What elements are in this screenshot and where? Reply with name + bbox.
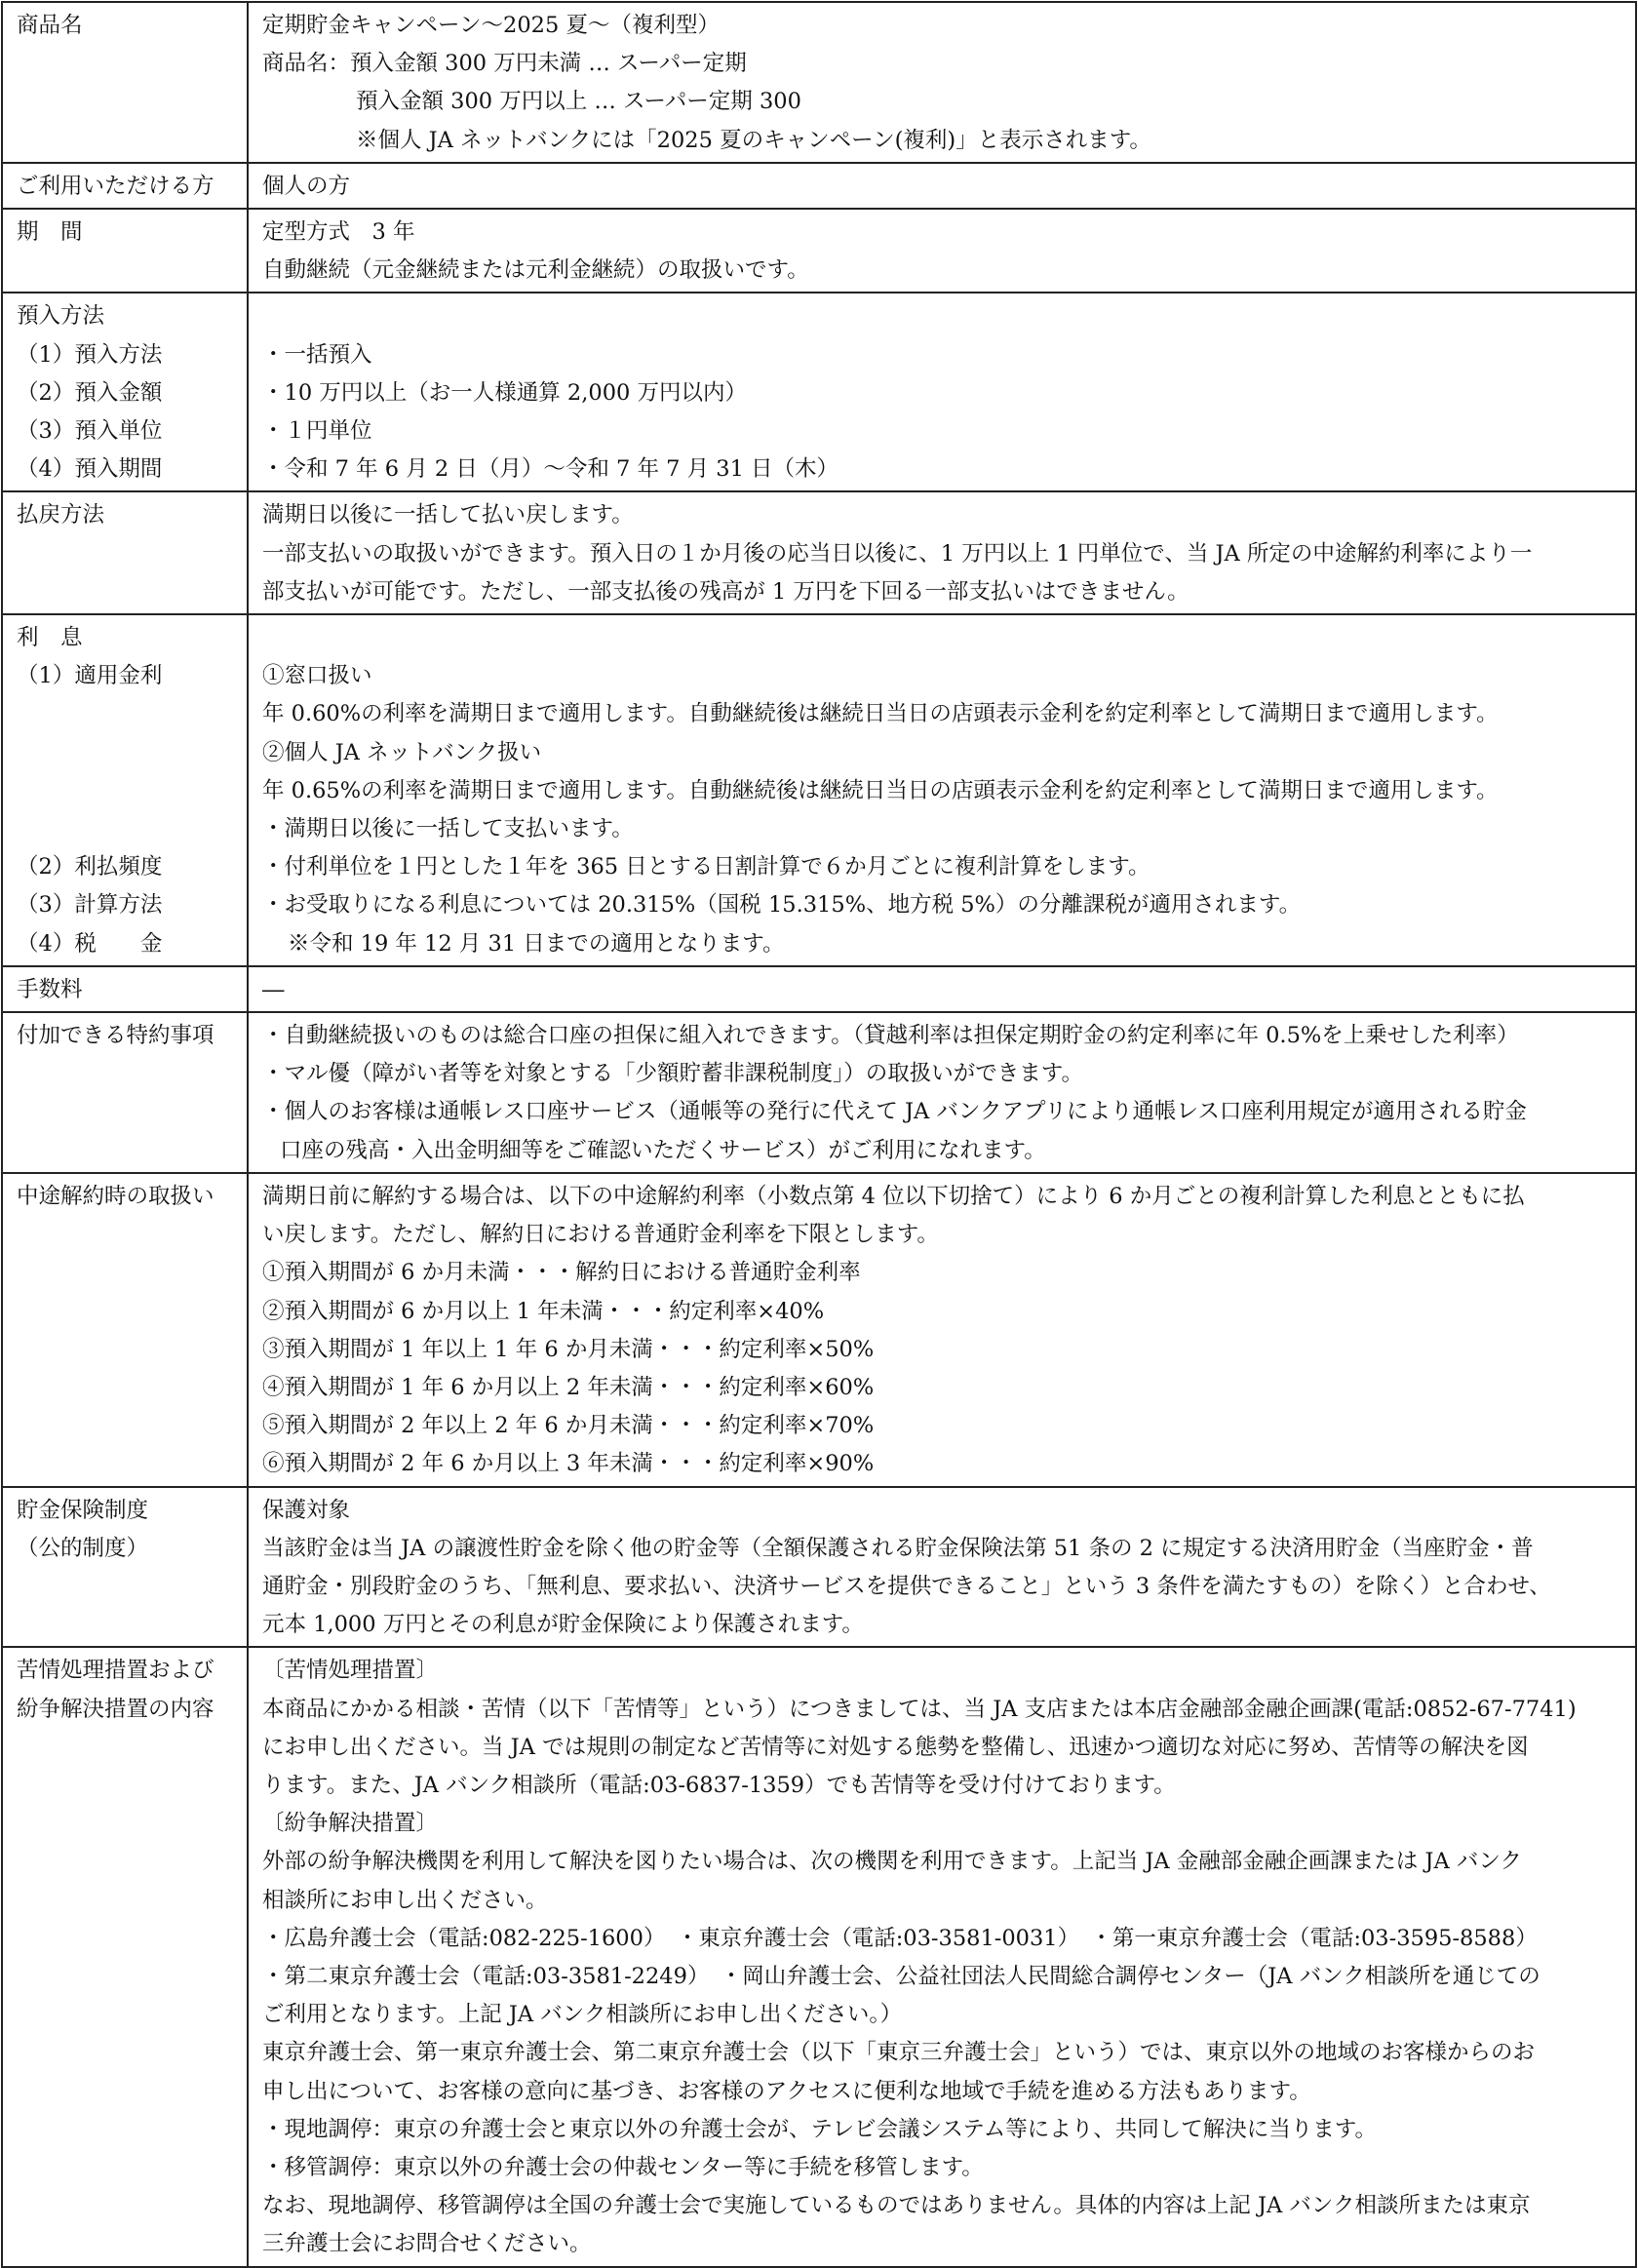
row-content — [248, 293, 1636, 491]
content-line: ・付利単位を１円とした１年を 365 日とする日割計算で６か月ごとに複利計算をします。 — [262, 854, 1150, 880]
content-line: にお申し出ください。当 JA では規則の制定など苦情等に対処する態勢を整備し、迅速かつ適切な対応に努め、苦情等の解決を図 — [262, 1734, 1529, 1760]
content-line: 預入金額 300 万円以上 … スーパー定期 300 — [356, 89, 801, 115]
content-line: 申し出について、お客様の意向に基づき、お客様のアクセスに便利な地域で手続を進める方法もあります。 — [262, 2078, 1311, 2104]
row-content — [248, 163, 1636, 209]
content-line: ご利用となります。上記 JA バンク相談所にお申し出ください。） — [262, 2002, 903, 2028]
content-line: 〔苦情処理措置〕 — [262, 1658, 439, 1684]
row-withdrawal — [2, 491, 1636, 614]
row-content — [248, 1487, 1636, 1648]
label-line: 苦情処理措置および — [17, 1658, 214, 1684]
content-line: 定型方式 3 年 — [262, 219, 415, 246]
row-label — [2, 1012, 248, 1173]
content-line: ・現地調停：東京の弁護士会と東京以外の弁護士会が、テレビ会議システム等により、共同して解決に当ります。 — [262, 2116, 1378, 2142]
row-special-clauses — [2, 1012, 1636, 1173]
content-line: ①預入期間が 6 か月未満・・・解約日における普通貯金利率 — [262, 1260, 861, 1286]
content-line: ・一括預入 — [262, 341, 372, 368]
row-label — [2, 293, 248, 491]
content-line: ・マル優（障がい者等を対象とする「少額貯蓄非課税制度」）の取扱いができます。 — [262, 1061, 1083, 1087]
content-line: 保護対象 — [262, 1497, 351, 1523]
content-line: 商品名：預入金額 300 万円未満 … スーパー定期 — [262, 51, 747, 77]
row-label — [2, 1647, 248, 2266]
content-line: 満期日前に解約する場合は、以下の中途解約利率（小数点第 4 位以下切捨て）により 6 か月ごとの複利計算した利息とともに払 — [262, 1183, 1525, 1209]
label-line: 付加できる特約事項 — [17, 1023, 214, 1049]
label-line — [17, 772, 233, 810]
content-line: い戻します。ただし、解約日における普通貯金利率を下限とします。 — [262, 1222, 939, 1248]
label-line: （公的制度） — [17, 1535, 149, 1561]
row-deposit-insurance — [2, 1487, 1636, 1648]
row-label — [2, 966, 248, 1012]
content-line: 満期日以後に一括して払い戻します。 — [262, 502, 634, 528]
content-line: ・お受取りになる利息については 20.315%（国税 15.315%、地方税 5%）の分離課税が適用されます。 — [262, 892, 1302, 919]
content-line: 定期貯金キャンペーン～2025 夏～（複利型） — [262, 13, 720, 38]
content-line: 年 0.60%の利率を満期日まで適用します。自動継続後は継続日当日の店頭表示金利を約定利率として満期日まで適用します。 — [262, 701, 1499, 727]
row-label — [2, 2, 248, 163]
label-line: （1）適用金利 — [17, 663, 163, 689]
content-line: 外部の紛争解決機関を利用して解決を図りたい場合は、次の機関を利用できます。上記当 JA 金融部金融企画課または JA バンク — [262, 1849, 1522, 1875]
content-line: 個人の方 — [262, 173, 351, 199]
content-line: ※個人 JA ネットバンクには「2025 夏のキャンペーン(複利)」と表示されます。 — [356, 127, 1151, 153]
product-terms-table — [1, 1, 1637, 2268]
label-line — [17, 734, 233, 772]
row-label — [2, 209, 248, 293]
content-line: 口座の残高・入出金明細等をご確認いただくサービス）がご利用になれます。 — [280, 1137, 1046, 1163]
row-product-name — [2, 2, 1636, 163]
row-complaints-disputes — [2, 1647, 1636, 2266]
content-line: ・広島弁護士会（電話:082-225-1600） ・東京弁護士会（電話:03-3581-0031） ・第一東京弁護士会（電話:03-3595-8588） — [262, 1925, 1538, 1951]
label-line: （4）税 金 — [17, 930, 163, 957]
row-early-cancellation — [2, 1173, 1636, 1487]
label-line: 預入方法 — [17, 303, 105, 330]
row-content — [248, 1012, 1636, 1173]
content-line: ・令和 7 年 6 月 2 日（月）～令和 7 年 7 月 31 日（木） — [262, 456, 839, 483]
label-line: （2）預入金額 — [17, 379, 163, 406]
content-line: 部支払いが可能です。ただし、一部支払後の残高が 1 万円を下回る一部支払いはできません。 — [262, 578, 1190, 605]
label-line: （3）預入単位 — [17, 418, 163, 445]
content-line: 当該貯金は当 JA の譲渡性貯金を除く他の貯金等（全額保護される貯金保険法第 51 条の 2 に規定する決済用貯金（当座貯金・普 — [262, 1535, 1534, 1561]
content-line: なお、現地調停、移管調停は全国の弁護士会で実施しているものではありません。具体的内容は上記 JA バンク相談所または東京 — [262, 2193, 1531, 2219]
label-line: 中途解約時の取扱い — [17, 1183, 214, 1209]
content-line: ・個人のお客様は通帳レス口座サービス（通帳等の発行に代えて JA バンクアプリにより通帳レス口座利用規定が適用される貯金 — [262, 1099, 1527, 1125]
content-line: ・１円単位 — [262, 418, 372, 445]
label-line: （1）預入方法 — [17, 341, 163, 368]
row-fees — [2, 966, 1636, 1012]
row-content — [248, 614, 1636, 966]
terms-body — [2, 2, 1636, 2267]
row-label — [2, 1173, 248, 1487]
content-line: ― — [262, 976, 285, 1002]
row-label — [2, 491, 248, 614]
content-line: ・10 万円以上（お一人様通算 2,000 万円以内） — [262, 379, 748, 406]
row-interest — [2, 614, 1636, 966]
content-line: 三弁護士会にお問合せください。 — [262, 2231, 592, 2257]
row-content — [248, 1647, 1636, 2266]
label-line: 期 間 — [17, 219, 83, 246]
label-line: 利 息 — [17, 625, 83, 651]
content-line: ⑥預入期間が 2 年 6 か月以上 3 年未満・・・約定利率×90% — [262, 1451, 875, 1477]
row-content — [248, 2, 1636, 163]
content-line: ※令和 19 年 12 月 31 日までの適用となります。 — [288, 930, 785, 957]
content-line: 通貯金・別段貯金のうち、「無利息、要求払い、決済サービスを提供できること」という 3 条件を満たすもの）を除く）と合わせ、 — [262, 1573, 1551, 1599]
label-line: （3）計算方法 — [17, 892, 163, 919]
label-line: 手数料 — [17, 976, 83, 1002]
row-label — [2, 163, 248, 209]
row-content — [248, 1173, 1636, 1487]
content-line: 〔紛争解決措置〕 — [262, 1811, 439, 1837]
row-content — [248, 209, 1636, 293]
label-line: 商品名 — [17, 13, 83, 38]
content-line: 相談所にお申し出ください。 — [262, 1887, 548, 1913]
content-line: 年 0.65%の利率を満期日まで適用します。自動継続後は継続日当日の店頭表示金利を約定利率として満期日まで適用します。 — [262, 777, 1499, 803]
row-deposit-method — [2, 293, 1636, 491]
label-line: 貯金保険制度 — [17, 1497, 149, 1523]
content-line: ①窓口扱い — [262, 663, 372, 689]
content-line: ③預入期間が 1 年以上 1 年 6 か月未満・・・約定利率×50% — [262, 1336, 875, 1362]
content-line: ・満期日以後に一括して支払います。 — [262, 816, 634, 842]
content-line: ④預入期間が 1 年 6 か月以上 2 年未満・・・約定利率×60% — [262, 1374, 875, 1400]
content-line: 本商品にかかる相談・苦情（以下「苦情等」という）につきましては、当 JA 支店または本店金融部金融企画課(電話:0852-67-7741) — [262, 1696, 1577, 1722]
row-content — [248, 491, 1636, 614]
label-line: ご利用いただける方 — [17, 173, 214, 199]
label-line: 払戻方法 — [17, 502, 105, 528]
row-content — [248, 966, 1636, 1012]
label-line — [17, 810, 233, 848]
row-label — [2, 1487, 248, 1648]
content-line: ⑤預入期間が 2 年以上 2 年 6 か月未満・・・約定利率×70% — [262, 1413, 875, 1439]
row-term — [2, 209, 1636, 293]
label-line — [17, 695, 233, 733]
content-line: ・第二東京弁護士会（電話:03-3581-2249） ・岡山弁護士会、公益社団法人民間総合調停センター（JA バンク相談所を通じての — [262, 1963, 1540, 1989]
row-label — [2, 614, 248, 966]
label-line: （4）預入期間 — [17, 456, 163, 483]
content-line: 自動継続（元金継続または元利金継続）の取扱いです。 — [262, 257, 809, 284]
content-line: 元本 1,000 万円とその利息が貯金保険により保護されます。 — [262, 1612, 864, 1638]
row-eligibility — [2, 163, 1636, 209]
content-line: ・自動継続扱いのものは総合口座の担保に組入れできます。（貸越利率は担保定期貯金の約定利率に年 0.5%を上乗せした利率） — [262, 1023, 1519, 1049]
content-line — [262, 297, 1621, 335]
content-line: 一部支払いの取扱いができます。預入日の１か月後の応当日以後に、1 万円以上 1 円単位で、当 JA 所定の中途解約利率により一 — [262, 540, 1533, 567]
content-line: ②預入期間が 6 か月以上 1 年未満・・・約定利率×40% — [262, 1298, 825, 1324]
label-line: 紛争解決措置の内容 — [17, 1696, 214, 1722]
content-line: ・移管調停：東京以外の弁護士会の仲裁センター等に手続を移管します。 — [262, 2154, 984, 2180]
content-line: ります。また、JA バンク相談所（電話:03-6837-1359）でも苦情等を受け付けております。 — [262, 1772, 1176, 1798]
content-line: 東京弁護士会、第一東京弁護士会、第二東京弁護士会（以下「東京三弁護士会」という）では、東京以外の地域のお客様からのお — [262, 2040, 1536, 2066]
content-line: ②個人 JA ネットバンク扱い — [262, 739, 542, 765]
label-line: （2）利払頻度 — [17, 854, 163, 880]
content-line — [262, 619, 1621, 657]
